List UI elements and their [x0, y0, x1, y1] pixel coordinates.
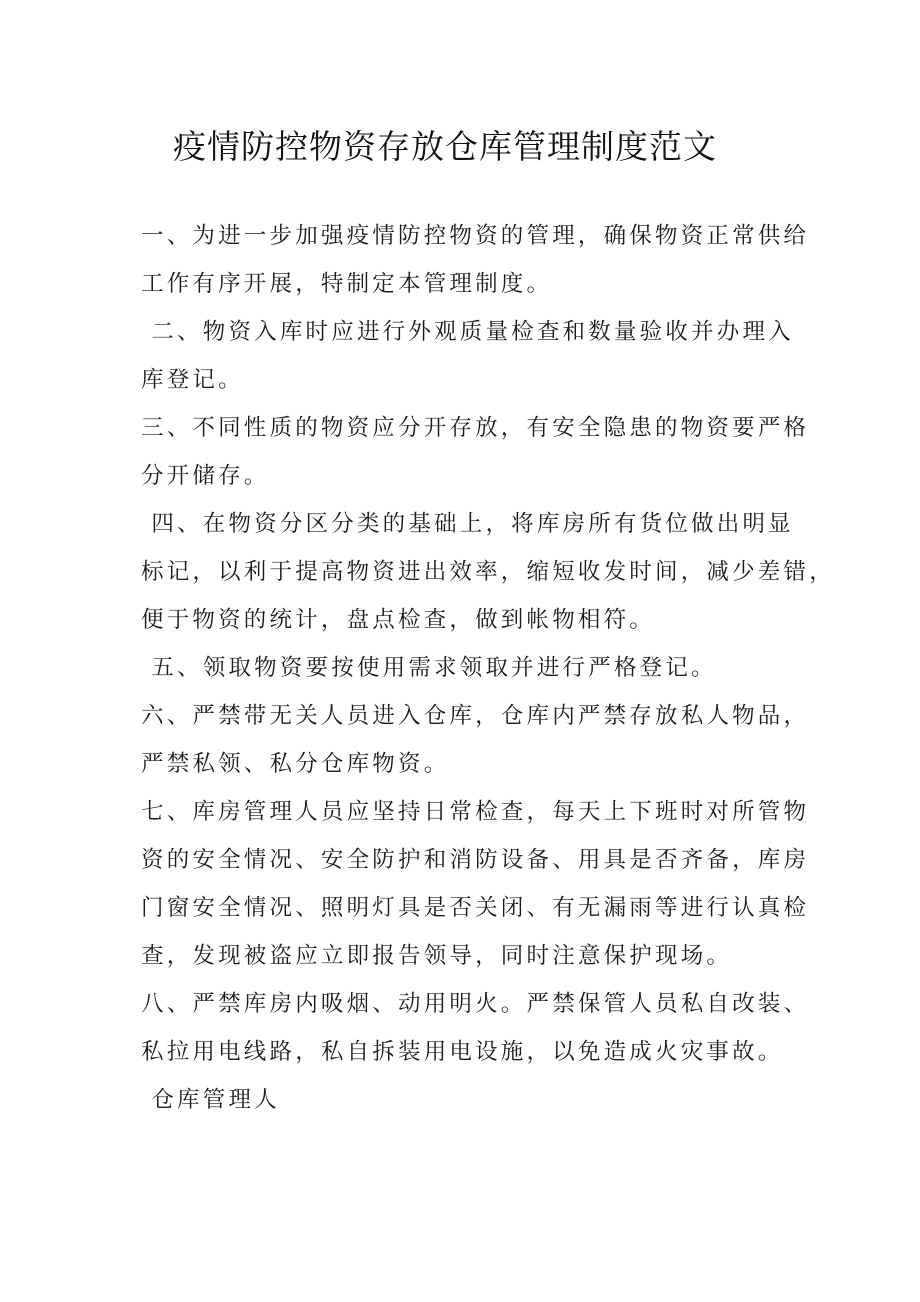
document-body — [141, 212, 835, 1124]
body-line: 严禁私领、私分仓库物资。 — [141, 751, 450, 777]
body-line: 查，发现被盗应立即报告领导，同时注意保护现场。 — [141, 943, 733, 969]
body-line: 库登记。 — [141, 367, 244, 393]
body-line: 七、库房管理人员应坚持日常检查，每天上下班时对所管物 — [141, 799, 810, 825]
body-line: 三、不同性质的物资应分开存放，有安全隐患的物资要严格 — [141, 415, 810, 441]
body-line: 便于物资的统计，盘点检查，做到帐物相符。 — [141, 607, 656, 633]
body-line: 八、严禁库房内吸烟、动用明火。严禁保管人员私自改装、 — [141, 991, 810, 1017]
body-line: 仓库管理人 — [141, 1087, 280, 1113]
body-line: 一、为进一步加强疫情防控物资的管理，确保物资正常供给 — [141, 223, 810, 249]
document-title: 疫情防控物资存放仓库管理制度范文 — [173, 127, 717, 166]
body-line: 资的安全情况、安全防护和消防设备、用具是否齐备，库房 — [141, 847, 810, 873]
body-line: 分开储存。 — [141, 463, 270, 489]
body-line: 工作有序开展，特制定本管理制度。 — [141, 271, 553, 297]
body-line: 私拉用电线路，私自拆装用电设施，以免造成火灾事故。 — [141, 1039, 784, 1065]
body-line: 门窗安全情况、照明灯具是否关闭、有无漏雨等进行认真检 — [141, 895, 810, 921]
body-line: 标记，以利于提高物资进出效率，缩短收发时间，减少差错， — [141, 559, 835, 585]
body-line: 四、在物资分区分类的基础上，将库房所有货位做出明显 — [141, 511, 794, 537]
body-line: 六、严禁带无关人员进入仓库，仓库内严禁存放私人物品， — [141, 703, 810, 729]
body-line: 二、物资入库时应进行外观质量检查和数量验收并办理入 — [141, 319, 794, 345]
body-line: 五、领取物资要按使用需求领取并进行严格登记。 — [141, 655, 717, 681]
